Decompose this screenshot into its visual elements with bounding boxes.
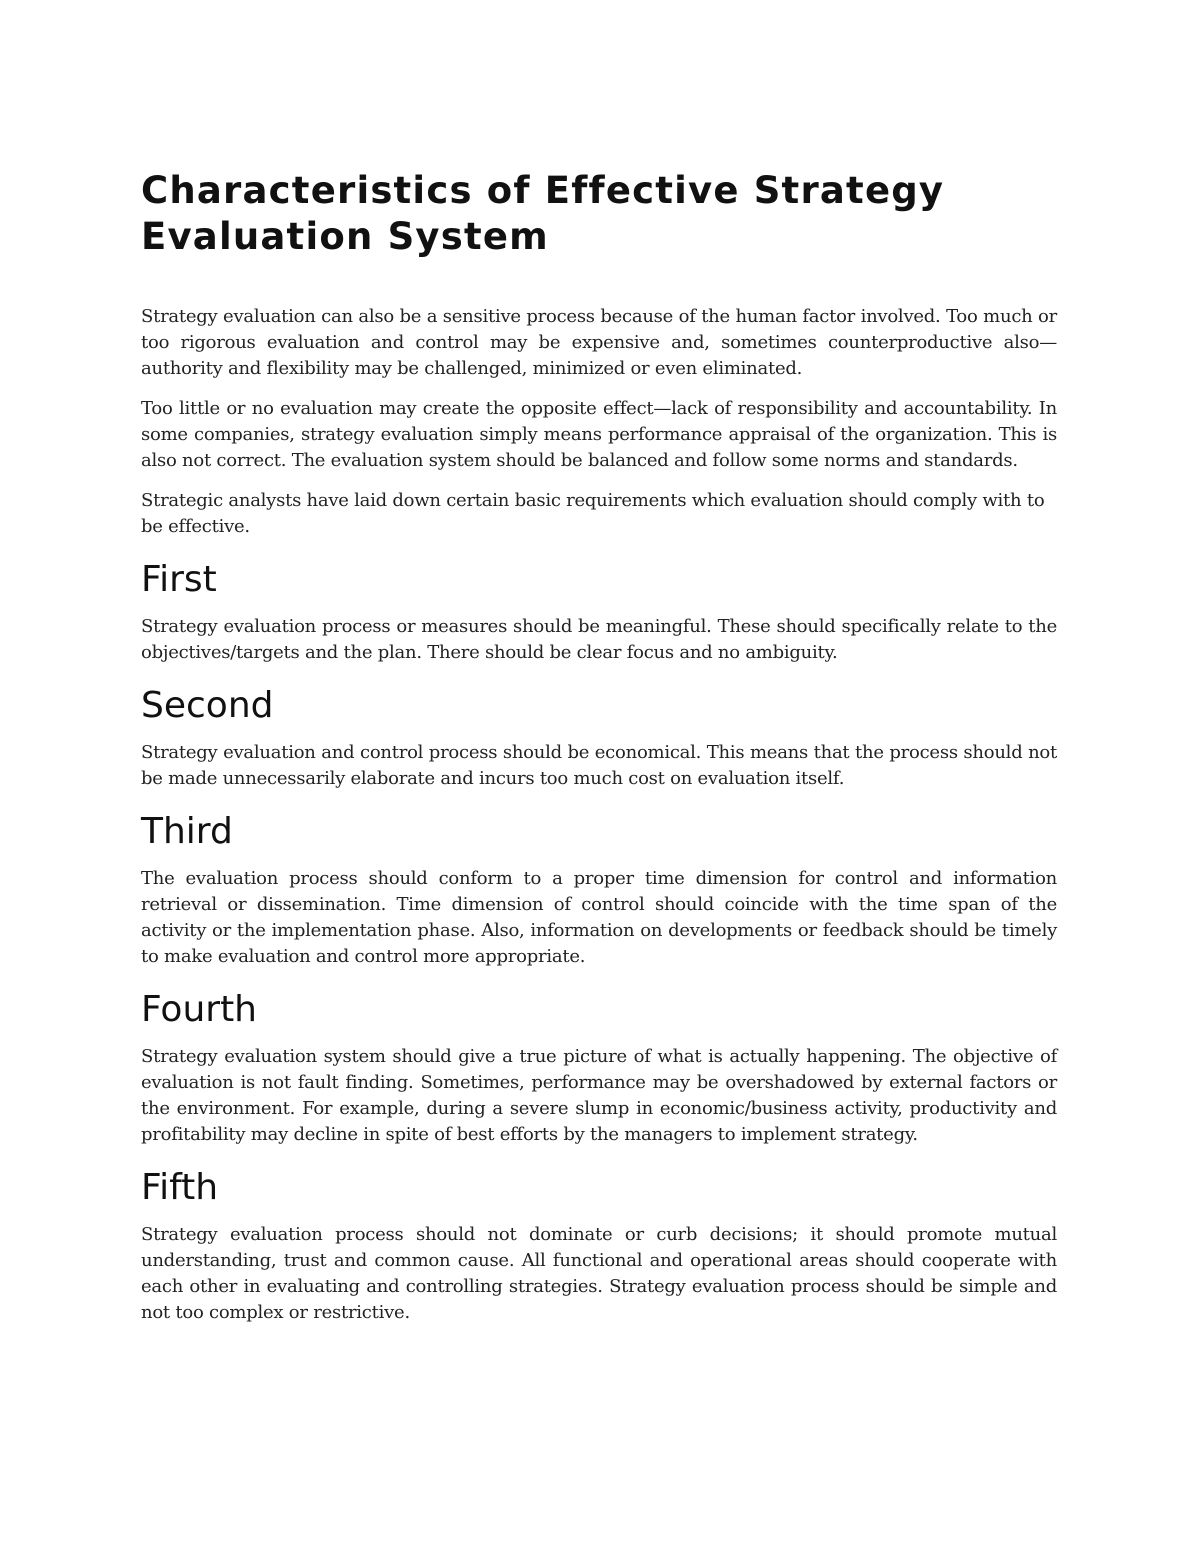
intro-paragraph-1: Strategy evaluation can also be a sensitive process because of the human factor involved. Too much or too rigorous evaluation and control may be expensive and, sometimes counterproductive also—authority and flexibility may be challenged, minimized or even eliminated. — [141, 306, 1057, 379]
section-third — [141, 810, 1057, 970]
section-second — [141, 684, 1057, 792]
section-heading: Second — [141, 685, 274, 726]
section-heading: First — [141, 559, 217, 600]
document-page — [141, 168, 1057, 1340]
section-heading: Third — [141, 811, 233, 852]
section-body: Strategy evaluation process or measures should be meaningful. These should specifically relate to the objectives/targets and the plan. There should be clear focus and no ambiguity. — [141, 616, 1057, 663]
section-body: Strategy evaluation process should not dominate or curb decisions; it should promote mutual understanding, trust and common cause. All functional and operational areas should cooperate with each other in evaluating and controlling strategies. Strategy evaluation process should be simple and not too complex or restrictive. — [141, 1224, 1057, 1323]
section-fourth — [141, 988, 1057, 1148]
section-fifth — [141, 1166, 1057, 1326]
section-first — [141, 558, 1057, 666]
intro-paragraph-2: Too little or no evaluation may create the opposite effect—lack of responsibility and accountability. In some companies, strategy evaluation simply means performance appraisal of the organization. This is also not correct. The evaluation system should be balanced and follow some norms and standards. — [141, 398, 1057, 471]
intro-paragraph-3: Strategic analysts have laid down certain basic requirements which evaluation should comply with to be effective. — [141, 490, 1045, 537]
section-body: The evaluation process should conform to a proper time dimension for control and information retrieval or dissemination. Time dimension of control should coincide with the time span of the activity or the implementation phase. Also, information on developments or feedback should be timely to make evaluation and control more appropriate. — [141, 868, 1057, 967]
section-heading: Fifth — [141, 1167, 219, 1208]
section-body: Strategy evaluation system should give a true picture of what is actually happening. The objective of evaluation is not fault finding. Sometimes, performance may be overshadowed by external factors or the environment. For example, during a severe slump in economic/business activity, productivity and profitability may decline in spite of best efforts by the managers to implement strategy. — [141, 1046, 1057, 1145]
section-body: Strategy evaluation and control process should be economical. This means that the process should not be made unnecessarily elaborate and incurs too much cost on evaluation itself. — [141, 742, 1057, 789]
document-title: Characteristics of Effective Strategy Evaluation System — [141, 169, 945, 258]
section-heading: Fourth — [141, 989, 257, 1030]
